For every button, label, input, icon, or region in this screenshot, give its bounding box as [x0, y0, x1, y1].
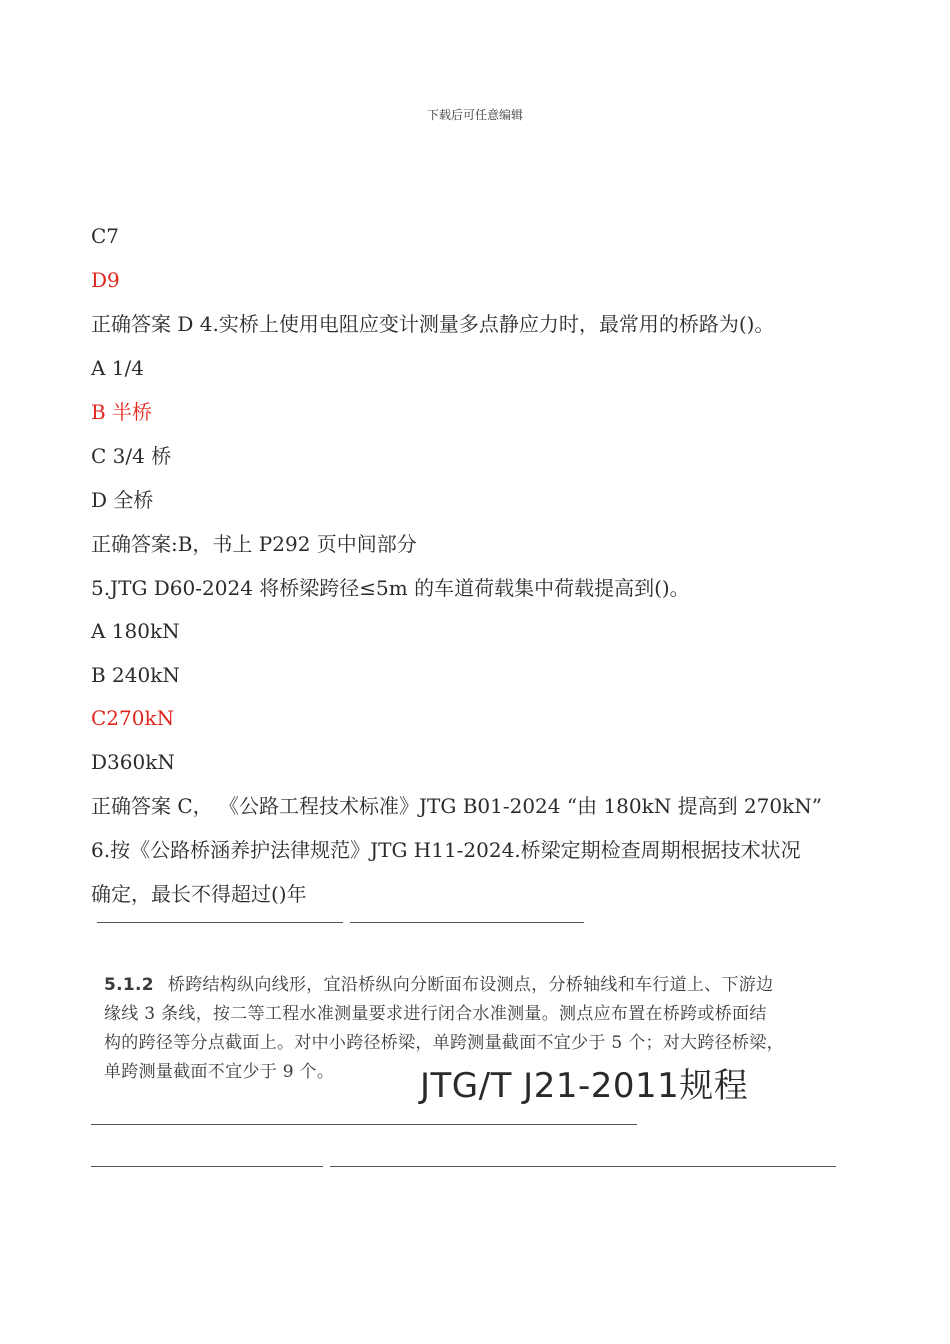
question-line: 6.按《公路桥涵养护法律规范》JTG H11-2024.桥梁定期检查周期根据技术状况 — [91, 838, 801, 862]
option-line: C7 — [91, 224, 120, 248]
option-line: D 全桥 — [91, 488, 154, 512]
option-line: A 1/4 — [91, 356, 144, 380]
question-line: 5.JTG D60-2024 将桥梁跨径≤5m 的车道荷载集中荷载提高到()。 — [91, 576, 690, 600]
answer-option-line: B 半桥 — [91, 400, 153, 424]
option-line: D360kN — [91, 750, 175, 774]
answer-option-line: D9 — [91, 268, 120, 292]
excerpt-line: 缘线 3 条线，按二等工程水准测量要求进行闭合水准测量。测点应布置在桥跨或桥面结 — [104, 1004, 767, 1024]
blank-rule — [91, 1124, 637, 1125]
answer-and-question-line: 正确答案 D 4.实桥上使用电阻应变计测量多点静应力时，最常用的桥路为()。 — [91, 312, 775, 336]
answer-line: 正确答案 C， 《公路工程技术标准》JTG B01-2024 “由 180kN 提高到 270kN” — [91, 794, 822, 818]
option-line: B 240kN — [91, 663, 180, 687]
excerpt-section-number: 5.1.2 — [104, 975, 154, 995]
answer-option-line: C270kN — [91, 706, 175, 730]
standard-code-label: JTG/T J21-2011规程 — [420, 1066, 749, 1106]
excerpt-line: 单跨测量截面不宜少于 9 个。 — [104, 1062, 335, 1082]
blank-rule — [97, 922, 343, 923]
excerpt-line: 构的跨径等分点截面上。对中小跨径桥梁，单跨测量截面不宜少于 5 个；对大跨径桥梁， — [104, 1033, 784, 1053]
answer-line: 正确答案:B，书上 P292 页中间部分 — [91, 532, 417, 556]
excerpt-line: 5.1.2 桥跨结构纵向线形，宜沿桥纵向分断面布设测点，分桥轴线和车行道上、下游边 — [104, 975, 774, 995]
blank-rule — [330, 1166, 836, 1167]
question-line: 确定，最长不得超过()年 — [91, 882, 307, 906]
page-header: 下载后可任意编辑 — [426, 108, 523, 122]
option-line: A 180kN — [91, 619, 180, 643]
option-line: C 3/4 桥 — [91, 444, 172, 468]
blank-rule — [350, 922, 584, 923]
blank-rule — [91, 1166, 323, 1167]
